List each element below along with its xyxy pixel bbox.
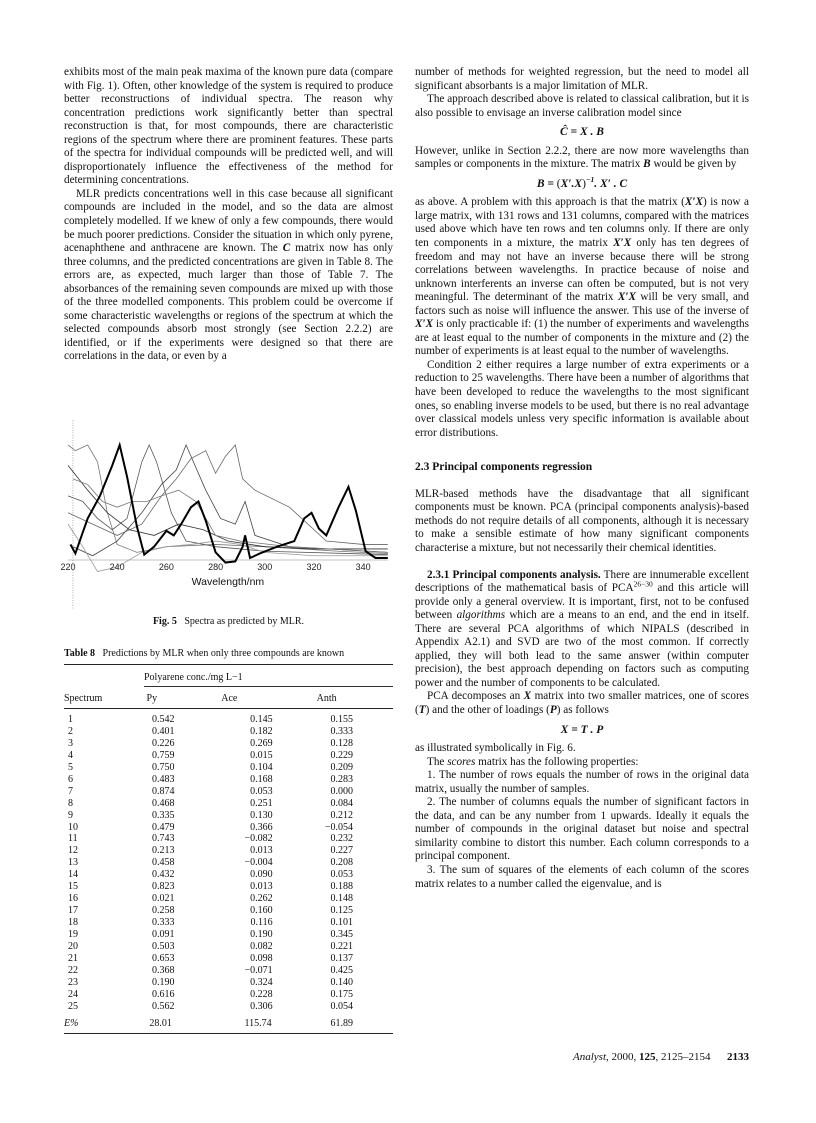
emphasis-text: scores <box>447 755 476 768</box>
anth-cell: 0.425 <box>330 964 353 976</box>
table-row <box>64 869 393 881</box>
journal-pages: , 2125–2154 <box>655 1051 711 1063</box>
table-row <box>64 965 393 977</box>
journal-name: Analyst <box>573 1051 606 1063</box>
anth-cell: 0.221 <box>330 941 353 953</box>
text-run: Condition 2 either requires a large number of extra experiments or a reduction to 25 wavelengths. There have been a number of algorithms that have been developed to reduce the wavelengths to the most significant ones, so enabling inverse models to be used, but there is no real advantage over classical models unless very specific information is available about error distributions. <box>415 358 749 439</box>
ace-cell: 0.269 <box>250 737 273 749</box>
text-run: exhibits most of the main peak maxima of the known pure data (compare with Fig. 1). Often, other knowledge of the system is required to produce better reconstructions of individual spectra. The reason why concentration predictions work significantly better than spectral reconstruction is that, for most compounds, there are characteristic regions of the spectrum where there are prominent features. These parts of the spectra for individual compounds will be predicted well, and will disproportionately influence the effectiveness of the method for determining concentrations. <box>64 66 393 187</box>
text-run: 3. The sum of squares of the elements of each column of the scores matrix relates to a number called the eigenvalue, and is <box>415 863 749 890</box>
py-cell: 0.258 <box>151 905 175 917</box>
error-ace: 115.74 <box>244 1017 272 1029</box>
ace-cell: 0.182 <box>250 725 273 737</box>
text-run: 2.3 Principal components regression <box>415 461 593 474</box>
ace-cell: 0.306 <box>250 1000 273 1012</box>
text-run: The approach described above is related to classical calibration, but it is also possible to envisage an inverse calibration model since <box>415 93 749 119</box>
table-row <box>64 774 393 786</box>
col-header-py: Py <box>146 693 158 704</box>
ace-cell: 0.190 <box>250 929 273 941</box>
paragraph <box>415 93 749 120</box>
ace-cell: 0.098 <box>250 953 273 965</box>
emphasis-text: X′X <box>684 196 703 209</box>
text-run: would be given by <box>650 158 737 171</box>
x-axis-label: Wavelength/nm <box>191 576 265 588</box>
equation <box>415 175 749 192</box>
header-rule <box>64 708 393 709</box>
text-run: as illustrated symbolically in Fig. 6. <box>415 742 576 755</box>
anth-cell: 0.137 <box>330 953 353 965</box>
right-column <box>415 66 749 891</box>
table-row <box>64 822 393 834</box>
anth-cell: 0.148 <box>330 893 353 905</box>
spectrum-cell: 5 <box>68 761 73 773</box>
page-number: 2133 <box>727 1051 749 1063</box>
spectrum-cell: 13 <box>68 857 78 869</box>
ace-cell: 0.013 <box>250 881 273 893</box>
paragraph <box>415 66 749 93</box>
py-cell: 0.562 <box>151 1000 175 1012</box>
text-run: matrix now has only three columns, and the predicted concentrations are given in Table 8. The errors are, as expected, much larger than those of Table 7. The absorbances of the remaining seven compounds are mixed up with those of the three modelled components. This problem could be overcome if some characteristic wavelengths or regions of the spectrum at which the selected compounds absorb most strongly (see Section 2.2.2) are identified, or if the experiments were designed so that there are correlations in the data, or even by a <box>64 242 393 363</box>
error-label-text: E% <box>64 1017 79 1029</box>
text-run: PCA decomposes an <box>427 690 524 703</box>
x-tick-label: 220 <box>60 562 76 572</box>
spectrum-cell: 18 <box>68 917 78 929</box>
text-run: which are a means to an end, and the end in itself. There are several PCA algorithms of which NIPALS (described in Appendix A2.1) and SVD are two of the most common. If correctly applied, they will both lead to the same answer (within computer precision), the best approach depending on factors such as computing power and the number of components to be calculated. <box>415 609 749 689</box>
py-cell: 0.874 <box>151 785 175 797</box>
table-row <box>64 917 393 929</box>
py-cell: 0.432 <box>151 869 175 881</box>
ace-cell: 0.090 <box>250 869 273 881</box>
py-cell: 0.333 <box>151 917 175 929</box>
left-column <box>64 66 393 364</box>
table-row <box>64 941 393 953</box>
ace-cell: 0.262 <box>250 893 273 905</box>
ace-cell: 0.130 <box>250 809 273 821</box>
anth-cell: 0.125 <box>330 905 353 917</box>
emphasis-text: X′X <box>415 318 434 331</box>
py-cell: 0.759 <box>151 749 175 761</box>
text-run: However, unlike in Section 2.2.2, there are now more wavelengths than samples or components in the mixture. The matrix <box>415 144 749 171</box>
text-run: matrix into two smaller matrices, one of scores ( <box>415 690 749 716</box>
spectrum-cell: 22 <box>68 964 78 976</box>
text-run: ) as follows <box>556 703 609 716</box>
figure-caption-text: Spectra as predicted by MLR. <box>184 616 305 627</box>
py-cell: 0.743 <box>151 833 175 845</box>
ace-cell: 0.160 <box>250 905 273 917</box>
table-title <box>64 648 393 659</box>
spectrum-cell: 3 <box>68 737 73 749</box>
x-tick-label: 340 <box>355 562 371 572</box>
paragraph <box>415 196 749 359</box>
anth-cell: 0.209 <box>330 761 353 773</box>
paragraph <box>415 742 749 756</box>
journal-year: , 2000, <box>606 1051 639 1063</box>
error-row <box>64 1018 393 1030</box>
spectrum-line <box>68 465 388 549</box>
table-8 <box>64 648 393 1034</box>
spectrum-cell: 8 <box>68 797 73 809</box>
spectrum-line <box>68 445 388 553</box>
emphasis-text: C <box>282 242 291 255</box>
ace-cell: −0.082 <box>244 833 273 845</box>
ace-cell: 0.251 <box>250 797 273 809</box>
text-run: . X′ . C <box>594 177 628 190</box>
anth-cell: 0.345 <box>330 929 353 941</box>
anth-cell: 0.232 <box>330 833 353 845</box>
table-row <box>64 977 393 989</box>
x-tick-label: 240 <box>109 562 125 572</box>
table-group-header: Polyarene conc./mg L−1 <box>144 672 243 683</box>
col-header-anth: Anth <box>316 693 337 704</box>
col-header-ace: Ace <box>221 693 238 704</box>
text-run: X = T . P <box>560 723 604 736</box>
section-heading <box>415 461 749 475</box>
text-run: is only practicable if: (1) the number of experiments and wavelengths are at least equal to the number of components in the mixture and (2) the number of experiments is at least equal to the number of wavelengths. <box>415 318 749 358</box>
text-run: ( <box>556 177 561 190</box>
text-run: 2. The number of columns equals the number of significant factors in the data, and can be any number from 1 upwards. Ideally it equals the number of compounds in the original dataset but noise and spectral similarity combine to distort this number. Each column corresponds to a principal component. <box>415 796 749 863</box>
table-row <box>64 786 393 798</box>
ace-cell: 0.015 <box>250 749 273 761</box>
table-row <box>64 905 393 917</box>
paragraph <box>415 359 749 440</box>
spacer <box>415 556 749 569</box>
emphasis-text: X′X <box>617 291 636 304</box>
anth-cell: 0.175 <box>330 988 353 1000</box>
ace-cell: 0.145 <box>250 713 273 725</box>
py-cell: 0.226 <box>151 737 175 749</box>
py-cell: 0.401 <box>151 725 175 737</box>
py-cell: 0.091 <box>151 929 175 941</box>
anth-cell: 0.155 <box>330 713 353 725</box>
spectrum-cell: 6 <box>68 773 73 785</box>
anth-cell: 0.101 <box>330 917 353 929</box>
anth-cell: 0.140 <box>330 976 353 988</box>
text-run: ) <box>582 177 586 190</box>
anth-cell: 0.208 <box>330 857 353 869</box>
anth-cell: 0.054 <box>330 1000 353 1012</box>
spectrum-cell: 17 <box>68 905 78 917</box>
superscript: −1 <box>585 175 595 184</box>
ace-cell: 0.324 <box>250 976 273 988</box>
error-label <box>64 1018 139 1030</box>
paragraph <box>64 66 393 188</box>
ace-cell: 0.228 <box>250 988 273 1000</box>
x-tick-label: 300 <box>257 562 273 572</box>
table-row <box>64 833 393 845</box>
table-row <box>64 738 393 750</box>
emphasis-text: X <box>523 690 532 703</box>
anth-cell: 0.229 <box>330 749 353 761</box>
bold-text: 2.3.1 Principal components analysis. <box>427 568 601 581</box>
anth-cell: 0.212 <box>330 809 353 821</box>
text-run: number of methods for weighted regression, but the need to model all significant absorbants is a major limitation of MLR. <box>415 66 749 92</box>
text-run: MLR-based methods have the disadvantage that all significant components must be known. PCA (principal components analysis)-based methods do not require details of all components, although it is necessary to make a sensible estimate of how many significant components characterise a mixture, but not necessarily their chemical identities. <box>415 487 749 554</box>
text-run: X′.X <box>560 177 583 190</box>
spectrum-cell: 15 <box>68 881 78 893</box>
table-row <box>64 726 393 738</box>
spectrum-cell: 21 <box>68 953 78 965</box>
spectrum-cell: 25 <box>68 1000 78 1012</box>
x-tick-label: 280 <box>208 562 224 572</box>
ace-cell: 0.116 <box>250 917 273 929</box>
py-cell: 0.021 <box>151 893 175 905</box>
ace-cell: 0.366 <box>250 821 273 833</box>
equation <box>415 126 749 140</box>
table-row <box>64 929 393 941</box>
spectrum-cell: 16 <box>68 893 78 905</box>
paragraph <box>415 864 749 891</box>
x-tick-label: 320 <box>306 562 322 572</box>
superscript: 26−30 <box>633 579 653 589</box>
text-run: There are innumerable excellent descriptions of the mathematical basis of PCA <box>415 568 749 595</box>
anth-cell: 0.128 <box>330 737 353 749</box>
spectrum-cell: 2 <box>68 725 73 737</box>
py-cell: 0.483 <box>151 773 175 785</box>
py-cell: 0.190 <box>151 976 175 988</box>
text-run: ) and the other of loadings ( <box>425 703 550 716</box>
table-row <box>64 881 393 893</box>
error-anth: 61.89 <box>330 1017 353 1029</box>
text-run: The <box>427 755 448 768</box>
figure-5 <box>62 410 398 620</box>
figure-caption <box>64 616 393 627</box>
spectra-plot <box>62 410 398 620</box>
text-run: and this article will provide only a general overview. It is important, first, not to be confused between <box>415 582 749 622</box>
ace-cell: −0.071 <box>244 964 273 976</box>
paragraph <box>415 690 749 717</box>
ace-cell: 0.013 <box>250 845 273 857</box>
text-run: only has ten degrees of freedom and may not have an inverse because there will be strong correlations between wavelengths. In practice because of noise and unknown interferents an inverse can often be computed, but is not very meaningful. The determinant of the matrix <box>415 237 749 304</box>
spectrum-cell: 23 <box>68 976 78 988</box>
paragraph <box>415 769 749 796</box>
anth-cell: −0.054 <box>324 821 353 833</box>
spectrum-cell: 19 <box>68 929 78 941</box>
text-run: 1. The number of rows equals the number of rows in the original data matrix, usually the number of samples. <box>415 769 749 795</box>
table-body <box>64 714 393 1013</box>
spectrum-cell: 20 <box>68 941 78 953</box>
py-cell: 0.653 <box>151 953 175 965</box>
ace-cell: 0.053 <box>250 785 273 797</box>
py-cell: 0.750 <box>151 761 175 773</box>
table-row <box>64 845 393 857</box>
anth-cell: 0.333 <box>330 725 353 737</box>
spectrum-cell: 24 <box>68 988 78 1000</box>
ace-cell: 0.082 <box>250 941 273 953</box>
journal-volume: 125 <box>639 1051 656 1063</box>
spectrum-line <box>68 445 388 544</box>
anth-cell: 0.188 <box>330 881 353 893</box>
table-row <box>64 893 393 905</box>
equation <box>415 724 749 738</box>
paragraph <box>415 145 749 172</box>
table-row <box>64 798 393 810</box>
emphasis-text: B <box>643 158 651 171</box>
anth-cell: 0.227 <box>330 845 353 857</box>
spectrum-cell: 1 <box>68 713 73 725</box>
spectrum-cell: 11 <box>68 833 78 845</box>
spectrum-cell: 9 <box>68 809 73 821</box>
text-run: MLR predicts concentrations well in this case because all significant compounds are included in the model, and so the data are almost completely modelled. If we knew of only a few compounds, there would be much poorer predictions. Consider the situation in which only pyrene, acenaphthene and anthracene are known. The <box>64 187 393 255</box>
ace-cell: 0.168 <box>250 773 273 785</box>
ace-cell: 0.104 <box>250 761 273 773</box>
col-header-spectrum: Spectrum <box>64 693 103 704</box>
spectrum-cell: 4 <box>68 749 73 761</box>
text-run: will be very small, and factors such as noise will influence the answer. This use of the inverse of <box>415 291 749 317</box>
text-run: as above. A problem with this approach is that the matrix ( <box>415 196 685 209</box>
spectrum-cell: 7 <box>68 785 73 797</box>
anth-cell: 0.283 <box>330 773 353 785</box>
emphasis-text: algorithms <box>456 609 506 622</box>
spectrum-cell: 14 <box>68 869 78 881</box>
py-cell: 0.335 <box>151 809 175 821</box>
table-row <box>64 989 393 1001</box>
paragraph <box>415 756 749 770</box>
spectrum-cell: 10 <box>68 821 78 833</box>
text-run: ) is now a large matrix, with 131 rows and 131 columns, compared with the matrices used above which have ten rows and ten columns only. If there are only ten components in a mixture, the matrix <box>415 196 749 250</box>
py-cell: 0.542 <box>151 713 175 725</box>
paragraph <box>64 188 393 364</box>
py-cell: 0.479 <box>151 821 175 833</box>
table-bottom-rule <box>64 1033 393 1034</box>
table-label: Table 8 <box>64 648 96 659</box>
table-row <box>64 714 393 726</box>
emphasis-text: X′X <box>613 237 632 250</box>
table-header <box>64 693 393 705</box>
anth-cell: 0.000 <box>330 785 353 797</box>
table-row <box>64 762 393 774</box>
error-py: 28.01 <box>149 1017 172 1029</box>
table-row <box>64 953 393 965</box>
table-row <box>64 810 393 822</box>
spectrum-cell: 12 <box>68 845 78 857</box>
emphasis-text: P <box>549 703 557 716</box>
x-tick-label: 260 <box>158 562 174 572</box>
table-row <box>64 750 393 762</box>
emphasis-text: T <box>418 703 426 716</box>
table-caption: Predictions by MLR when only three compounds are known <box>102 648 345 659</box>
text-run: B = <box>536 177 557 190</box>
text-run: Ĉ = X . B <box>560 126 604 139</box>
py-cell: 0.823 <box>151 881 175 893</box>
paragraph <box>415 488 749 556</box>
page-footer <box>520 1051 749 1063</box>
table-row <box>64 1001 393 1013</box>
py-cell: 0.368 <box>151 964 175 976</box>
group-header-rule <box>144 686 393 687</box>
figure-caption-label: Fig. 5 <box>152 616 177 627</box>
paragraph <box>415 796 749 864</box>
py-cell: 0.213 <box>151 845 175 857</box>
anth-cell: 0.084 <box>330 797 353 809</box>
py-cell: 0.468 <box>151 797 175 809</box>
py-cell: 0.458 <box>151 857 175 869</box>
table-row <box>64 857 393 869</box>
text-run: matrix has the following properties: <box>475 755 639 768</box>
paragraph <box>415 569 749 691</box>
ace-cell: −0.004 <box>244 857 273 869</box>
anth-cell: 0.053 <box>330 869 353 881</box>
py-cell: 0.503 <box>151 941 175 953</box>
py-cell: 0.616 <box>151 988 175 1000</box>
